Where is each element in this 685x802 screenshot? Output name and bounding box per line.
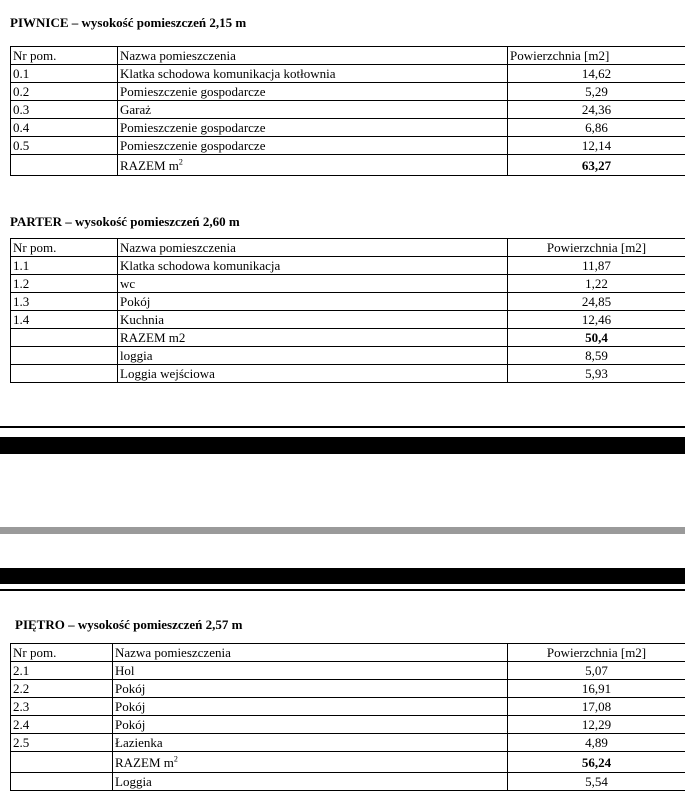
room-area: 4,89	[508, 734, 685, 752]
room-name: Klatka schodowa komunikacja kotłownia	[118, 65, 508, 83]
room-area: 24,36	[508, 101, 685, 119]
table-row	[11, 83, 685, 101]
room-area: 17,08	[508, 698, 685, 716]
room-name: Loggia	[113, 773, 508, 791]
table-row	[11, 698, 685, 716]
room-area: 8,59	[508, 347, 685, 365]
total-label: RAZEM $m^2$	[113, 752, 508, 773]
page-divider	[0, 568, 685, 584]
table-row	[11, 293, 685, 311]
room-area: 6,86	[508, 119, 685, 137]
page-divider	[0, 589, 685, 591]
room-nr: 1.1	[11, 257, 118, 275]
table-row	[11, 119, 685, 137]
room-name: Pomieszczenie gospodarcze	[118, 119, 508, 137]
page-gap-bar	[0, 527, 685, 534]
table-row	[11, 311, 685, 329]
header-name: Nazwa pomieszczenia	[118, 47, 508, 65]
room-area: 12,46	[508, 311, 685, 329]
room-name: Pokój	[113, 698, 508, 716]
table-row	[11, 734, 685, 752]
room-nr: 2.1	[11, 662, 113, 680]
header-name: Nazwa pomieszczenia	[113, 644, 508, 662]
table-row	[11, 662, 685, 680]
room-area: 1,22	[508, 275, 685, 293]
total-area: 63,27	[508, 155, 685, 176]
table-header-row	[11, 644, 685, 662]
room-name: Hol	[113, 662, 508, 680]
room-nr: 0.1	[11, 65, 118, 83]
pietro-title: PIĘTRO – wysokość pomieszczeń 2,57 m	[15, 617, 243, 632]
room-name: Kuchnia	[118, 311, 508, 329]
header-nr: Nr pom.	[11, 644, 113, 662]
room-area: 5,54	[508, 773, 685, 791]
parter-title: PARTER – wysokość pomieszczeń 2,60 m	[10, 214, 240, 229]
room-nr: 2.3	[11, 698, 113, 716]
total-area: 50,4	[508, 329, 685, 347]
room-nr: 1.3	[11, 293, 118, 311]
table-row	[11, 680, 685, 698]
header-area: Powierzchnia [m2]	[508, 644, 685, 662]
room-area: 5,93	[508, 365, 685, 383]
room-nr: 0.4	[11, 119, 118, 137]
total-label: RAZEM $m^2$	[118, 155, 508, 176]
room-area: 11,87	[508, 257, 685, 275]
table-row	[11, 137, 685, 155]
room-area: 5,29	[508, 83, 685, 101]
piwnice-table	[10, 46, 685, 176]
table-row	[11, 65, 685, 83]
pietro-table	[10, 643, 685, 791]
room-nr: 0.2	[11, 83, 118, 101]
table-row	[11, 773, 685, 791]
room-nr: 0.5	[11, 137, 118, 155]
room-area: 14,62	[508, 65, 685, 83]
room-nr: 2.5	[11, 734, 113, 752]
header-nr: Nr pom.	[11, 47, 118, 65]
parter-table	[10, 238, 685, 383]
page-divider	[0, 426, 685, 428]
room-nr: 1.2	[11, 275, 118, 293]
header-area: Powierzchnia [m2]	[508, 47, 685, 65]
room-name: wc	[118, 275, 508, 293]
room-name: Loggia wejściowa	[118, 365, 508, 383]
room-area: 12,14	[508, 137, 685, 155]
room-nr: 2.2	[11, 680, 113, 698]
room-name: Pokój	[113, 680, 508, 698]
room-name: Klatka schodowa komunikacja	[118, 257, 508, 275]
room-area: 16,91	[508, 680, 685, 698]
room-name: Pokój	[118, 293, 508, 311]
room-name: Pomieszczenie gospodarcze	[118, 83, 508, 101]
header-name: Nazwa pomieszczenia	[118, 239, 508, 257]
room-nr: 0.3	[11, 101, 118, 119]
total-label: RAZEM m2	[118, 329, 508, 347]
total-row	[11, 752, 685, 773]
room-area: 12,29	[508, 716, 685, 734]
table-header-row	[11, 47, 685, 65]
room-nr: 1.4	[11, 311, 118, 329]
header-area: Powierzchnia [m2]	[508, 239, 685, 257]
total-row	[11, 329, 685, 347]
table-row	[11, 275, 685, 293]
table-row	[11, 347, 685, 365]
room-area: 5,07	[508, 662, 685, 680]
table-header-row	[11, 239, 685, 257]
room-nr: 2.4	[11, 716, 113, 734]
table-row	[11, 365, 685, 383]
room-name: Garaż	[118, 101, 508, 119]
room-name: Pokój	[113, 716, 508, 734]
room-name: Łazienka	[113, 734, 508, 752]
room-name: loggia	[118, 347, 508, 365]
header-nr: Nr pom.	[11, 239, 118, 257]
table-row	[11, 257, 685, 275]
total-area: 56,24	[508, 752, 685, 773]
table-row	[11, 716, 685, 734]
piwnice-title: PIWNICE – wysokość pomieszczeń 2,15 m	[10, 15, 247, 30]
room-name: Pomieszczenie gospodarcze	[118, 137, 508, 155]
total-row	[11, 155, 685, 176]
table-row	[11, 101, 685, 119]
room-area: 24,85	[508, 293, 685, 311]
page-divider	[0, 437, 685, 454]
